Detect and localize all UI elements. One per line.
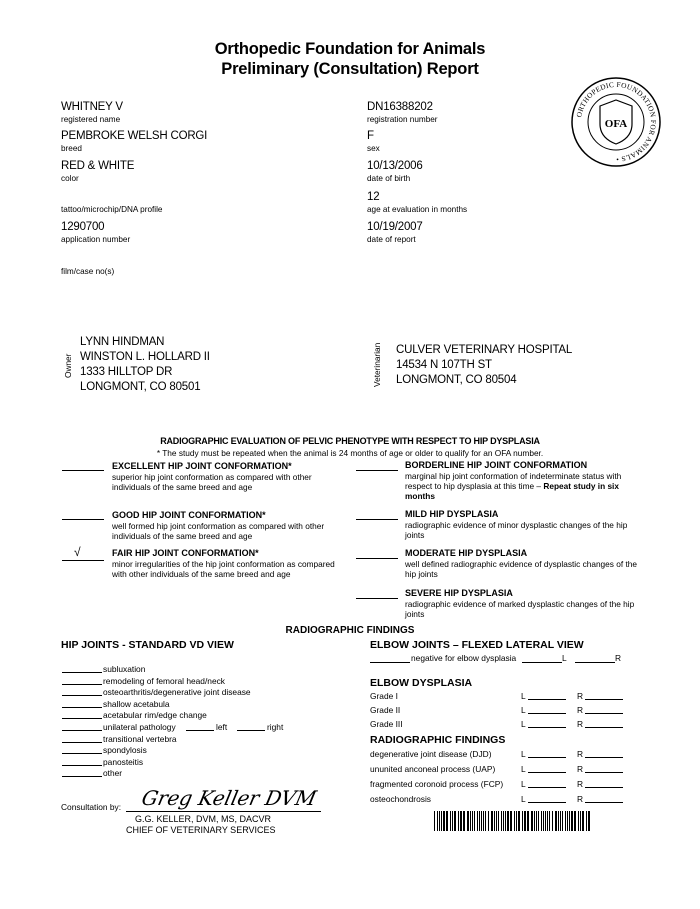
right-side-label: R — [577, 749, 584, 759]
severe-title: SEVERE HIP DYSPLASIA — [405, 588, 513, 598]
right-side-blank — [585, 757, 623, 758]
dob-label: date of birth — [367, 174, 411, 183]
hip-finding-blank — [62, 753, 102, 754]
hip-finding-label: unilateral pathology — [103, 722, 176, 732]
severe-desc: radiographic evidence of marked dysplastic changes of the hip joints — [405, 599, 635, 619]
report-date-label: date of report — [367, 235, 416, 244]
report-org-title: Orthopedic Foundation for Animals — [214, 40, 486, 58]
hip-finding-blank — [62, 672, 102, 673]
hip-finding-blank — [62, 718, 102, 719]
right-side-blank — [585, 713, 623, 714]
barcode-bar — [441, 811, 442, 831]
hip-finding-label: osteoarthritis/degenerative joint disease — [103, 687, 251, 698]
barcode-bar — [496, 811, 497, 831]
mild-title: MILD HIP DYSPLASIA — [405, 509, 499, 519]
age-value: 12 — [367, 191, 380, 203]
signer-title: CHIEF OF VETERINARY SERVICES — [126, 825, 276, 835]
left-side-label: L — [521, 779, 526, 789]
hip-finding-blank — [62, 776, 102, 777]
barcode-bar — [467, 811, 469, 831]
barcode-bar — [474, 811, 475, 831]
report-date-value: 10/19/2007 — [367, 221, 423, 233]
barcode-bar — [538, 811, 539, 831]
unilateral-right-blank — [237, 730, 265, 731]
registration-number-value: DN16388202 — [367, 101, 433, 113]
barcode-bar — [463, 811, 465, 831]
film-case-label: film/case no(s) — [61, 267, 115, 276]
veterinarian-label: Veterinarian — [372, 342, 382, 387]
barcode-bar — [578, 811, 579, 831]
left-side-label: L — [521, 691, 526, 701]
barcode-bar — [522, 811, 523, 831]
barcode-bar — [443, 811, 445, 831]
rf-item-label: fragmented coronoid process (FCP) — [370, 779, 504, 789]
hip-finding-label: spondylosis — [103, 745, 147, 756]
rf-heading: RADIOGRAPHIC FINDINGS — [370, 734, 506, 746]
barcode-bar — [454, 811, 456, 831]
registered-name-value: WHITNEY V — [61, 101, 123, 113]
borderline-blank — [356, 470, 398, 471]
elbow-grade-label: Grade I — [370, 691, 398, 701]
right-side-blank — [585, 727, 623, 728]
elbow-negative-blank — [522, 662, 562, 663]
left-side-label: L — [521, 749, 526, 759]
right-side-blank — [585, 699, 623, 700]
right-side-label: R — [577, 764, 584, 774]
barcode-bar — [485, 811, 486, 831]
barcode-bar — [477, 811, 478, 831]
barcode-bar — [439, 811, 440, 831]
right-side-label: R — [577, 691, 584, 701]
barcode-bar — [567, 811, 568, 831]
good-desc: well formed hip joint conformation as compared with other individuals of the same breed and age — [112, 521, 325, 541]
color-label: color — [61, 174, 79, 183]
barcode-bar — [555, 811, 557, 831]
unilateral-left-label: left — [216, 722, 228, 732]
fair-blank — [62, 560, 104, 561]
left-side-blank — [528, 757, 566, 758]
owner-line: LONGMONT, CO 80501 — [80, 381, 201, 393]
barcode-bar — [446, 811, 448, 831]
hip-finding-blank — [62, 707, 102, 708]
consultation-label: Consultation by: — [61, 802, 122, 812]
barcode-bar — [450, 811, 451, 831]
sex-value: F — [367, 130, 374, 142]
svg-text:Greg Keller DVM: Greg Keller DVM — [139, 786, 319, 810]
barcode-bar — [434, 811, 435, 831]
rf-item-label: osteochondrosis — [370, 794, 431, 804]
moderate-desc: well defined radiographic evidence of dysplastic changes of the hip joints — [405, 559, 637, 579]
good-blank — [62, 519, 104, 520]
borderline-title: BORDERLINE HIP JOINT CONFORMATION — [405, 460, 588, 470]
barcode-bar — [582, 811, 584, 831]
hip-finding-label: other — [103, 768, 123, 779]
barcode-bar — [571, 811, 573, 831]
color-value: RED & WHITE — [61, 160, 135, 172]
barcode-bar — [518, 811, 520, 831]
unilateral-left-blank — [186, 730, 214, 731]
barcode-bar — [501, 811, 502, 831]
rf-item-label: ununited anconeal process (UAP) — [370, 764, 496, 774]
unilateral-right-label: right — [267, 722, 284, 732]
elbow-dysplasia-heading: ELBOW DYSPLASIA — [370, 677, 473, 689]
barcode-bar — [510, 811, 512, 831]
barcode-bar — [531, 811, 533, 831]
left-side-label: L — [521, 794, 526, 804]
barcode-bar — [498, 811, 499, 831]
report-title: Preliminary (Consultation) Report — [221, 60, 479, 78]
breed-label: breed — [61, 144, 82, 153]
left-side-label: L — [521, 764, 526, 774]
elbow-negative-blank — [575, 662, 615, 663]
barcode-bar — [494, 811, 495, 831]
barcode-bar — [580, 811, 581, 831]
hip-finding-blank — [62, 730, 102, 731]
fair-checkmark: √ — [74, 545, 81, 559]
left-side-label: L — [521, 719, 526, 729]
svg-text:OFA: OFA — [604, 118, 628, 130]
left-side-blank — [528, 802, 566, 803]
barcode-bar — [536, 811, 537, 831]
hip-finding-label: subluxation — [103, 664, 146, 674]
left-side-blank — [528, 727, 566, 728]
barcode-bar — [505, 811, 506, 831]
owner-line: LYNN HINDMAN — [80, 336, 165, 348]
elbow-grade-label: Grade II — [370, 705, 401, 715]
excellent-desc: superior hip joint conformation as compared with other individuals of the same breed and age — [112, 472, 312, 492]
excellent-blank — [62, 470, 104, 471]
vet-line: 14534 N 107TH ST — [396, 359, 492, 371]
hip-finding-label: remodeling of femoral head/neck — [103, 675, 225, 686]
borderline-desc: marginal hip joint conformation of indeterminate status with respect to hip dysplasia at this time – Repeat study in six months — [405, 471, 622, 501]
severe-blank — [356, 598, 398, 599]
owner-label: Owner — [63, 353, 73, 378]
evaluation-heading: RADIOGRAPHIC EVALUATION OF PELVIC PHENOTYPE WITH RESPECT TO HIP DYSPLASIA — [160, 436, 540, 446]
barcode-bar — [552, 811, 553, 831]
barcode-bar — [565, 811, 566, 831]
right-side-blank — [585, 802, 623, 803]
right-side-label: R — [577, 705, 584, 715]
mild-desc: radiographic evidence of minor dysplastic changes of the hip joints — [405, 520, 628, 540]
barcode-bar — [569, 811, 570, 831]
svg-text:ORTHOPEDIC FOUNDATION FOR ANIM: ORTHOPEDIC FOUNDATION FOR ANIMALS • — [574, 79, 659, 165]
barcode-bar — [470, 811, 471, 831]
owner-line: 1333 HILLTOP DR — [80, 366, 173, 378]
fair-desc: minor irregularities of the hip joint conformation as compared with other individuals of the same breed and age — [112, 559, 335, 579]
moderate-blank — [356, 558, 398, 559]
barcode-bar — [479, 811, 480, 831]
hip-finding-blank — [62, 742, 102, 743]
rf-item-label: degenerative joint disease (DJD) — [370, 749, 492, 759]
barcode — [434, 811, 592, 831]
fair-title: FAIR HIP JOINT CONFORMATION* — [112, 548, 259, 558]
barcode-bar — [483, 811, 484, 831]
barcode-bar — [560, 811, 561, 831]
hip-finding-label: transitional vertebra — [103, 733, 177, 744]
elbow-negative-label: negative for elbow dysplasia — [411, 653, 517, 663]
barcode-bar — [460, 811, 462, 831]
moderate-title: MODERATE HIP DYSPLASIA — [405, 548, 528, 558]
age-label: age at evaluation in months — [367, 205, 468, 214]
vet-line: LONGMONT, CO 80504 — [396, 374, 517, 386]
application-number-label: application number — [61, 235, 131, 244]
right-side-label: R — [577, 794, 584, 804]
elbow-left-label: L — [562, 653, 567, 663]
right-side-label: R — [577, 719, 584, 729]
barcode-bar — [491, 811, 493, 831]
right-side-blank — [585, 772, 623, 773]
hip-finding-label: acetabular rim/edge change — [103, 710, 207, 721]
barcode-bar — [574, 811, 576, 831]
barcode-bar — [516, 811, 517, 831]
elbow-right-label: R — [615, 653, 622, 663]
vet-line: CULVER VETERINARY HOSPITAL — [396, 344, 573, 356]
barcode-bar — [437, 811, 438, 831]
left-side-label: L — [521, 705, 526, 715]
findings-heading: RADIOGRAPHIC FINDINGS — [285, 625, 415, 636]
tattoo-label: tattoo/microchip/DNA profile — [61, 205, 163, 214]
barcode-bar — [549, 811, 550, 831]
dob-value: 10/13/2006 — [367, 160, 423, 172]
barcode-bar — [452, 811, 453, 831]
barcode-bar — [488, 811, 489, 831]
registered-name-label: registered name — [61, 115, 121, 124]
barcode-bar — [481, 811, 482, 831]
mild-blank — [356, 519, 398, 520]
sex-label: sex — [367, 144, 380, 153]
hip-finding-blank — [62, 765, 102, 766]
left-side-blank — [528, 699, 566, 700]
barcode-bar — [507, 811, 509, 831]
barcode-bar — [543, 811, 544, 831]
left-side-blank — [528, 772, 566, 773]
barcode-bar — [541, 811, 542, 831]
elbow-grade-label: Grade III — [370, 719, 403, 729]
signature-line — [126, 811, 321, 812]
ofa-seal — [570, 76, 662, 168]
elbow-joints-heading: ELBOW JOINTS – FLEXED LATERAL VIEW — [370, 639, 584, 651]
barcode-bar — [458, 811, 459, 831]
barcode-bar — [524, 811, 526, 831]
right-side-label: R — [577, 779, 584, 789]
application-number-value: 1290700 — [61, 221, 105, 233]
good-title: GOOD HIP JOINT CONFORMATION* — [112, 510, 266, 520]
evaluation-note: * The study must be repeated when the animal is 24 months of age or older to qualify for an OFA number. — [156, 448, 544, 458]
registration-number-label: registration number — [367, 115, 438, 124]
breed-value: PEMBROKE WELSH CORGI — [61, 130, 208, 142]
barcode-bar — [545, 811, 546, 831]
hip-joints-heading: HIP JOINTS - STANDARD VD VIEW — [61, 639, 234, 651]
barcode-bar — [534, 811, 535, 831]
barcode-bar — [586, 811, 587, 831]
hip-finding-label: shallow acetabula — [103, 698, 170, 709]
owner-line: WINSTON L. HOLLARD II — [80, 351, 210, 363]
hip-finding-label: panosteitis — [103, 756, 144, 767]
left-side-blank — [528, 787, 566, 788]
barcode-bar — [547, 811, 548, 831]
barcode-bar — [472, 811, 473, 831]
barcode-bar — [514, 811, 515, 831]
barcode-bar — [588, 811, 590, 831]
barcode-bar — [558, 811, 559, 831]
barcode-bar — [562, 811, 563, 831]
excellent-title: EXCELLENT HIP JOINT CONFORMATION* — [112, 461, 292, 471]
hip-finding-blank — [62, 684, 102, 685]
elbow-negative-blank — [370, 662, 410, 663]
right-side-blank — [585, 787, 623, 788]
barcode-bar — [503, 811, 504, 831]
left-side-blank — [528, 713, 566, 714]
signer-name: G.G. KELLER, DVM, MS, DACVR — [135, 814, 272, 824]
hip-finding-blank — [62, 695, 102, 696]
barcode-bar — [527, 811, 529, 831]
